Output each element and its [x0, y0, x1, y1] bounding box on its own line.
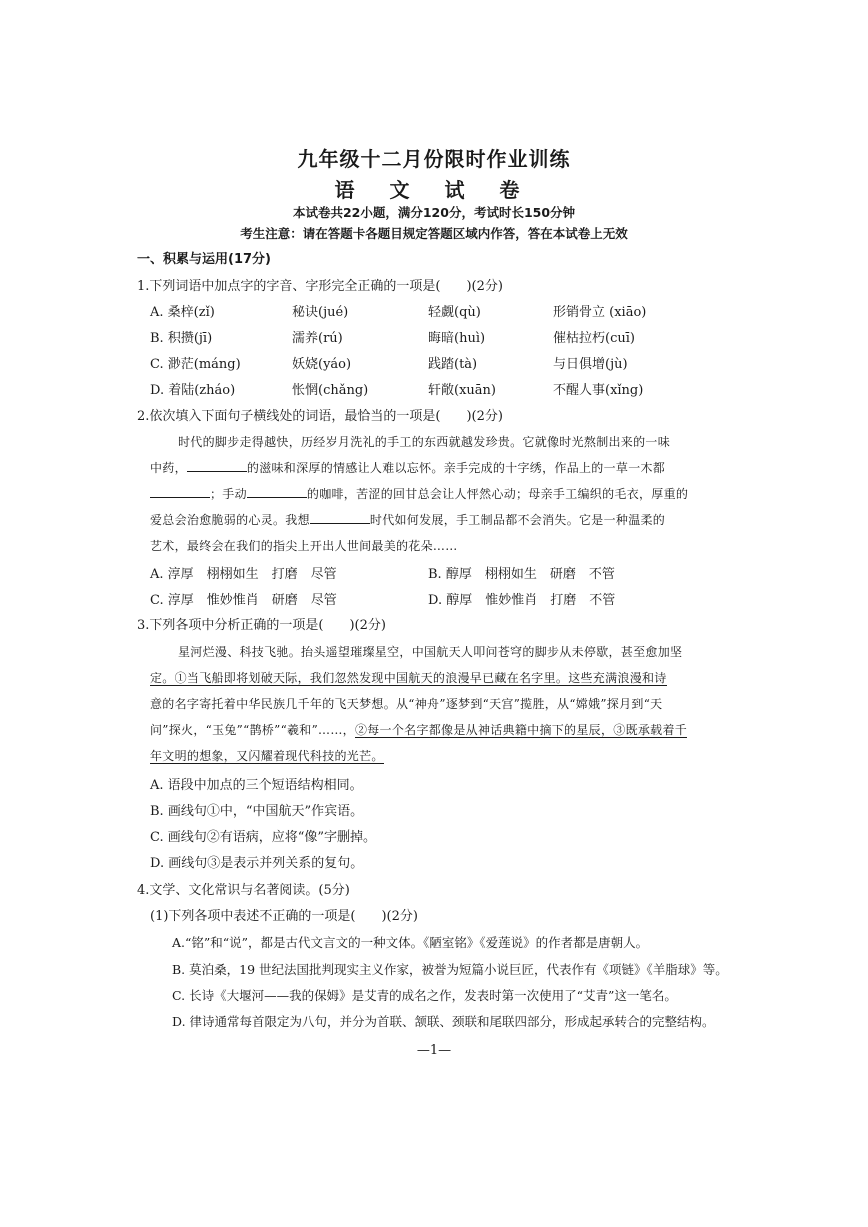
page-number: —1—	[416, 1043, 452, 1058]
q3-option-a: A. 语段中加点的三个短语结构相同。	[150, 778, 363, 793]
question-4-sub-1: (1)下列各项中表述不正确的一项是( )(2分)	[150, 909, 418, 924]
q1-option-a-3: 轻觑(qù)	[428, 305, 481, 320]
q2-option-d: D. 醇厚 惟妙惟肖 打磨 不管	[428, 593, 616, 608]
q1-option-a-2: 秘诀(jué)	[292, 305, 349, 320]
q3-passage-line: 意的名字寄托着中华民族几千年的飞天梦想。从“神舟”逐梦到“天宫”揽胜，从“嫦娥”探月到“天	[150, 697, 663, 711]
q2-passage-line: 时代的脚步走得越快，历经岁月洗礼的手工的东西就越发珍贵。它就像时光熬制出来的一味	[178, 435, 671, 449]
q1-option-d-4: 不醒人事(xǐng)	[553, 383, 644, 398]
question-1-stem: 1.下列词语中加点字的字音、字形完全正确的一项是( )(2分)	[137, 279, 503, 294]
q1-option-a-1: A. 桑梓(zǐ)	[150, 305, 215, 320]
q3-passage-line: 定。①当飞船即将划破天际，我们忽然发现中国航天的浪漫早已藏在名字里。这些充满浪漫和诗	[150, 671, 667, 685]
question-2-stem: 2.依次填入下面句子横线处的词语，最恰当的一项是( )(2分)	[137, 409, 503, 424]
fill-blank	[187, 461, 247, 472]
q1-option-c-3: 践踏(tà)	[428, 357, 478, 372]
q3-passage-line: 年文明的想象，又闪耀着现代科技的光芒。	[150, 749, 384, 763]
fill-blank	[247, 487, 307, 498]
q3-passage-line: 星河烂漫、科技飞驰。抬头遥望璀璨星空，中国航天人叩问苍穹的脚步从未停歇，甚至愈加坚	[178, 645, 683, 659]
exam-title: 九年级十二月份限时作业训练	[297, 147, 571, 171]
q1-option-b-3: 晦暗(huì)	[428, 331, 486, 346]
q2-option-a: A. 淳厚 栩栩如生 打磨 尽管	[150, 567, 337, 582]
q1-option-c-1: C. 渺茫(máng)	[150, 357, 241, 372]
exam-info: 本试卷共22小题，满分120分，考试时长150分钟	[292, 205, 576, 220]
q1-option-a-4: 形销骨立 (xiāo)	[553, 305, 647, 320]
q3-passage-line: 问”探火，“玉兔”“鹊桥”“羲和”……，②每一个名字都像是从神话典籍中摘下的星辰，③既承载着千	[150, 723, 688, 737]
q4-option-a: A.“铭”和“说”，都是古代文言文的一种文体。《陋室铭》《爱莲说》的作者都是唐朝人。	[172, 935, 649, 950]
section-heading: 一、积累与运用(17分)	[137, 252, 271, 267]
q1-option-d-3: 轩敞(xuān)	[428, 383, 496, 398]
question-3-stem: 3.下列各项中分析正确的一项是( )(2分)	[137, 618, 386, 633]
q2-option-c: C. 淳厚 惟妙惟肖 研磨 尽管	[150, 593, 337, 608]
q2-passage-line: 中药， 的滋味和深厚的情感让人难以忘怀。亲手完成的十字绣，作品上的一草一木都	[150, 461, 666, 475]
fill-blank	[150, 487, 210, 498]
q4-option-b: B. 莫泊桑，19 世纪法国批判现实主义作家，被誉为短篇小说巨匠，代表作有《项链》《羊脂球》等。	[172, 962, 728, 977]
q1-option-b-4: 催枯拉朽(cuī)	[553, 331, 635, 346]
q1-option-d-1: D. 着陆(zháo)	[150, 383, 236, 398]
q2-passage-line: 艺术，最终会在我们的指尖上开出人世间最美的花朵……	[150, 539, 458, 553]
exam-notice: 考生注意：请在答题卡各题目规定答题区域内作答，答在本试卷上无效	[240, 226, 628, 241]
q4-option-c: C. 长诗《大堰河——我的保姆》是艾青的成名之作，发表时第一次使用了“艾青”这一笔名。	[172, 988, 677, 1003]
q2-option-b: B. 醇厚 栩栩如生 研磨 不管	[428, 567, 615, 582]
question-4-stem: 4.文学、文化常识与名著阅读。(5分)	[137, 883, 350, 898]
q1-option-d-2: 怅惘(chǎng)	[292, 383, 369, 398]
q1-option-c-2: 妖娆(yáo)	[292, 357, 352, 372]
q3-option-b: B. 画线句①中，“中国航天”作宾语。	[150, 804, 364, 819]
q1-option-b-1: B. 积攒(jī)	[150, 331, 213, 346]
q3-option-d: D. 画线句③是表示并列关系的复句。	[150, 856, 364, 871]
q1-option-b-2: 濡养(rú)	[292, 331, 343, 346]
q1-option-c-4: 与日俱增(jù)	[553, 357, 628, 372]
q4-option-d: D. 律诗通常每首限定为八句，并分为首联、颔联、颈联和尾联四部分，形成起承转合的完整结构。	[172, 1014, 715, 1029]
q2-passage-line: 爱总会治愈脆弱的心灵。我想 时代如何发展，手工制品都不会消失。它是一种温柔的	[150, 513, 666, 527]
q3-option-c: C. 画线句②有语病，应将“像”字删掉。	[150, 830, 377, 845]
subject-title: 语 文 试 卷	[334, 178, 534, 202]
q2-passage-line: ；手动 的咖啡，苦涩的回甘总会让人怦然心动；母亲手工编织的毛衣，厚重的	[150, 485, 688, 502]
fill-blank	[310, 513, 370, 524]
